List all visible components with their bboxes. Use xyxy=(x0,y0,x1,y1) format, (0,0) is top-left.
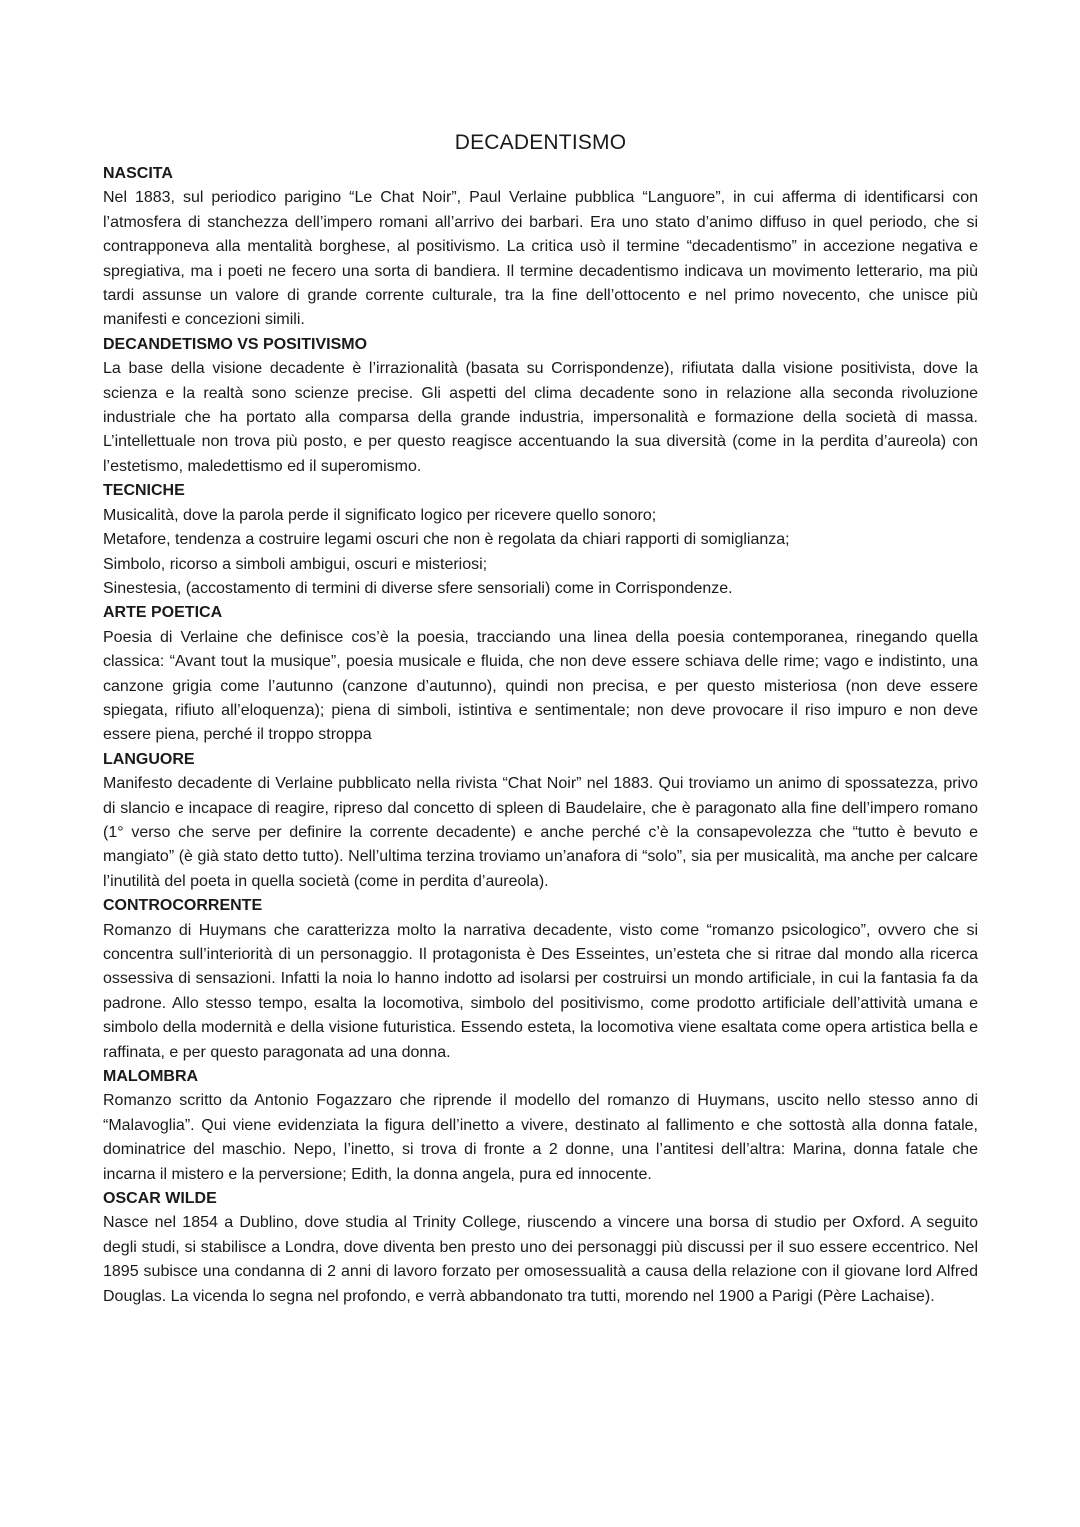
section-paragraph: Nel 1883, sul periodico parigino “Le Chat Noir”, Paul Verlaine pubblica “Languore”, in cui afferma di identificarsi con l’atmosfera di stanchezza dell’impero romani all’arrivo dei barbari. Era uno stato d’animo diffuso in quel periodo, che si contrapponeva alla mentalità borghese, al positivismo. La critica usò il termine “decadentismo” in accezione negativa e spregiativa, ma i poeti ne fecero una sorta di bandiera. Il termine decadentismo indicava un movimento letterario, ma più tardi assunse un valore di grande corrente culturale, tra la fine dell’ottocento e nel primo novecento, che unisce più manifesti e concezioni simili. xyxy=(103,189,978,329)
section-oscar-wilde xyxy=(103,1187,978,1309)
document-page xyxy=(103,126,978,1309)
section-paragraph: Poesia di Verlaine che definisce cos’è la poesia, tracciando una linea della poesia contemporanea, rinegando quella classica: “Avant tout la musique”, poesia musicale e fluida, che non deve essere schiava delle rime; vago e indistinto, una canzone grigia come l’autunno (canzone d’autunno), quindi non precisa, e per questo misteriosa (non deve essere spiegata, rifiuto all’eloquenza); piena di simboli, istintiva e sentimentale; non deve provocare il riso impuro e non deve essere piena, perché il troppo stroppa xyxy=(103,628,978,744)
section-heading: LANGUORE xyxy=(103,750,195,768)
section-paragraph: La base della visione decadente è l’irrazionalità (basata su Corrispondenze), rifiutata dalla visione positivista, dove la scienza e la realtà sono scienze precise. Gli aspetti del clima decadente sono in relazione alla seconda rivoluzione industriale che ha portato alla comparsa della grande industria, impersonalità e formazione della società di massa. L’intellettuale non trova più posto, e per questo reagisce accentuando la sua diversità (come in la perdita d’aureola) con l’estetismo, maledettismo ed il superomismo. xyxy=(103,360,978,475)
document-title: DECADENTISMO xyxy=(454,131,627,154)
section-tecniche xyxy=(103,479,978,601)
section-paragraph: Romanzo di Huymans che caratterizza molto la narrativa decadente, visto come “romanzo psicologico”, ovvero che si concentra sull’interiorità di un personaggio. Il protagonista è Des Esseintes, un’esteta che si ritrae dal mondo alla ricerca ossessiva di sensazioni. Infatti la noia lo hanno indotto ad isolarsi per costruirsi un mondo artificiale, in cui la fantasia fa da padrone. Allo stesso tempo, esalta la locomotiva, simbolo del positivismo, come prodotto artificiale dell’attività umana e simbolo della modernità e della visione futuristica. Essendo esteta, la locomotiva viene esaltata come opera artistica bella e raffinata, e per questo paragonata ad una donna. xyxy=(103,921,978,1061)
section-paragraph: Manifesto decadente di Verlaine pubblicato nella rivista “Chat Noir” nel 1883. Qui troviamo un animo di spossatezza, privo di slancio e incapace di reagire, ripreso dal concetto di spleen di Baudelaire, che è paragonato alla fine dell’impero romano (1° verso che serve per definire la corrente decadente) e anche perché c’è la consapevolezza che “tutto è bevuto e mangiato” (è già stato detto tutto). Nell’ultima terzina troviamo un’anafora di “solo”, sia per musicalità, ma anche per calcare l’inutilità del poeta in quella società (come in perdita d’aureola). xyxy=(103,775,978,890)
technique-line: Sinestesia, (accostamento di termini di diverse sfere sensoriali) come in Corrispondenze. xyxy=(103,579,733,597)
section-heading: OSCAR WILDE xyxy=(103,1190,217,1208)
technique-line: Metafore, tendenza a costruire legami oscuri che non è regolata da chiari rapporti di somiglianza; xyxy=(103,531,790,549)
section-heading: NASCITA xyxy=(103,165,173,182)
section-heading: ARTE POETICA xyxy=(103,604,223,622)
section-heading: CONTROCORRENTE xyxy=(103,897,263,915)
section-languore xyxy=(103,748,978,894)
section-arte-poetica xyxy=(103,601,978,747)
section-decadentismo-vs-positivismo xyxy=(103,333,978,479)
section-heading: MALOMBRA xyxy=(103,1068,199,1086)
section-nascita xyxy=(103,162,978,333)
section-paragraph: Romanzo scritto da Antonio Fogazzaro che riprende il modello del romanzo di Huymans, uscito nello stesso anno di “Malavoglia”. Qui viene evidenziata la figura dell’inetto a vivere, destinato al fallimento e che sottostà alla donna fatale, dominatrice del maschio. Nepo, l’inetto, si trova di fronte a 2 donne, una l’antitesi dell’altra: Marina, donna fatale che incarna il mistero e la perversione; Edith, la donna angela, pura ed innocente. xyxy=(103,1092,978,1183)
section-malombra xyxy=(103,1065,978,1187)
technique-line: Musicalità, dove la parola perde il significato logico per ricevere quello sonoro; xyxy=(103,506,657,524)
technique-line: Simbolo, ricorso a simboli ambigui, oscuri e misteriosi; xyxy=(103,555,488,573)
section-paragraph: Nasce nel 1854 a Dublino, dove studia al Trinity College, riuscendo a vincere una borsa di studio per Oxford. A seguito degli studi, si stabilisce a Londra, dove diventa ben presto uno dei personaggi più discussi per il suo essere eccentrico. Nel 1895 subisce una condanna di 2 anni di lavoro forzato per omosessualità a causa della relazione con il giovane lord Alfred Douglas. La vicenda lo segna nel profondo, e verrà abbandonato tra tutti, morendo nel 1900 a Parigi (Père Lachaise). xyxy=(103,1214,978,1305)
section-heading: DECANDETISMO VS POSITIVISMO xyxy=(103,335,368,353)
section-controcorrente xyxy=(103,894,978,1065)
section-heading: TECNICHE xyxy=(103,482,185,500)
